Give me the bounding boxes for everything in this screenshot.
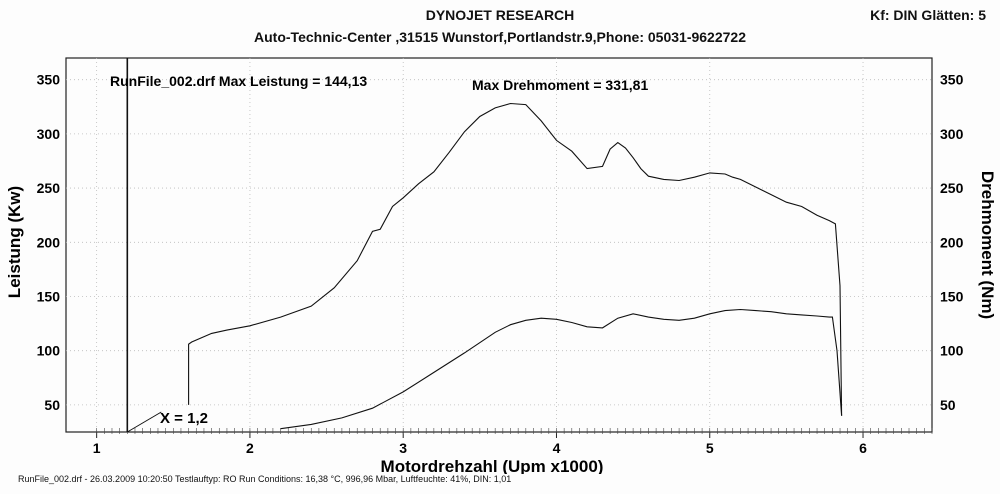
- y2-tick-label: 250: [940, 180, 964, 197]
- y2-tick-label: 200: [940, 234, 964, 251]
- x-tick-label: 6: [859, 440, 867, 456]
- x-tick-label: 1: [92, 440, 101, 456]
- y2-tick-label: 300: [940, 125, 964, 142]
- y2-tick-label: 150: [940, 288, 964, 305]
- y2-tick-label: 350: [940, 71, 964, 88]
- x-tick-label: 3: [399, 440, 408, 456]
- run-info-footer: RunFile_002.drf - 26.03.2009 10:20:50 Testlauftyp: RO Run Conditions: 16,38 °C, 996,96 Mbar, Luftfeuchte: 41%, DIN: 1,01: [18, 474, 512, 484]
- x-tick-label: 2: [246, 440, 254, 456]
- series-line-torque: [189, 104, 842, 416]
- x-tick-label: 5: [705, 440, 714, 456]
- x-axis-label: Motordrehzahl (Upm x1000): [380, 457, 604, 474]
- address-line: Auto-Technic-Center ,31515 Wunstorf,Portlandstr.9,Phone: 05031-9622722: [254, 29, 746, 45]
- y-tick-label: 150: [36, 288, 60, 305]
- max-torque-annotation: Max Drehmoment = 331,81: [472, 77, 649, 93]
- x-marker-label: X = 1,2: [160, 410, 208, 427]
- y2-tick-label: 100: [940, 342, 964, 359]
- y-tick-label: 200: [36, 234, 60, 251]
- y-tick-label: 300: [36, 125, 60, 142]
- plot-area: [66, 58, 932, 432]
- y-tick-label: 100: [36, 342, 60, 359]
- tick-labels: [37, 72, 964, 456]
- x-marker-pointer: [127, 412, 161, 432]
- grid: [66, 58, 932, 432]
- y-axis-label: Leistung (Kw): [5, 185, 24, 299]
- company-title: DYNOJET RESEARCH: [425, 7, 575, 23]
- series-line-power: [281, 310, 842, 429]
- y2-axis-label: Drehmoment (Nm): [978, 170, 997, 320]
- settings-label: Kf: DIN Glätten: 5: [870, 7, 986, 23]
- max-power-annotation: RunFile_002.drf Max Leistung = 144,13: [110, 73, 368, 89]
- y-tick-label: 350: [36, 71, 60, 88]
- x-tick-label: 4: [552, 440, 561, 456]
- y-tick-label: 50: [44, 396, 60, 413]
- y2-tick-label: 50: [940, 396, 956, 413]
- y-tick-label: 250: [36, 180, 60, 197]
